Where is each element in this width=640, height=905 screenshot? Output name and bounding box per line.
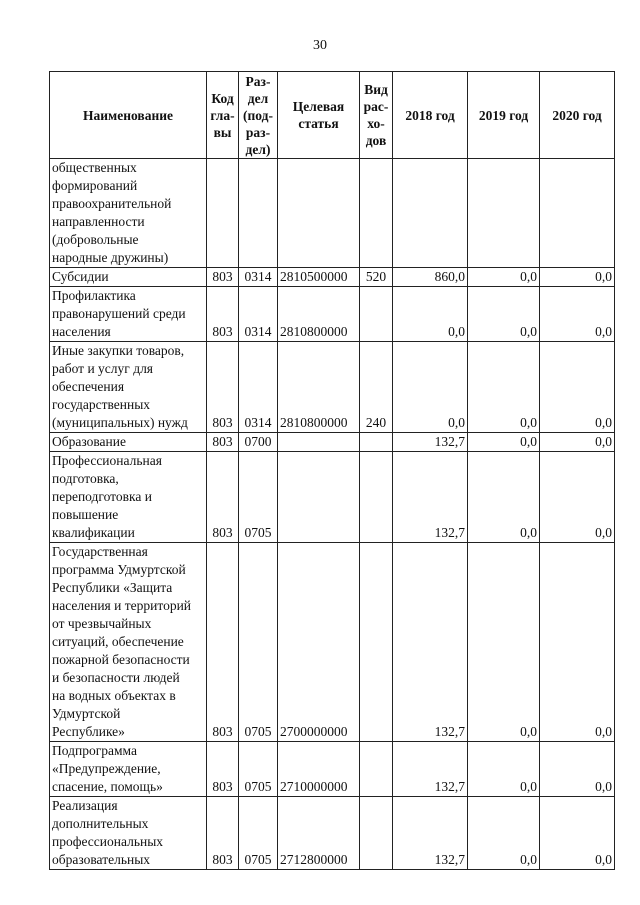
- row-2020: [540, 159, 615, 268]
- row-target: [278, 452, 360, 543]
- header-2020: 2020 год: [540, 72, 615, 159]
- row-2018: 132,7: [393, 742, 468, 797]
- row-name: Субсидии: [50, 268, 207, 287]
- row-target: [278, 433, 360, 452]
- row-2018: 132,7: [393, 433, 468, 452]
- row-vid: [360, 159, 393, 268]
- row-code: 803: [207, 797, 239, 870]
- row-2019: 0,0: [468, 342, 540, 433]
- row-section: 0314: [239, 287, 278, 342]
- header-vid: Вид рас- хо- дов: [360, 72, 393, 159]
- row-section: 0705: [239, 742, 278, 797]
- row-code: 803: [207, 287, 239, 342]
- row-vid: 240: [360, 342, 393, 433]
- row-2020: 0,0: [540, 742, 615, 797]
- row-section: 0705: [239, 797, 278, 870]
- row-2018: 132,7: [393, 452, 468, 543]
- row-2019: 0,0: [468, 543, 540, 742]
- table-row: [50, 742, 615, 797]
- row-vid: [360, 433, 393, 452]
- row-vid: [360, 543, 393, 742]
- row-2018: [393, 159, 468, 268]
- row-section: 0700: [239, 433, 278, 452]
- table-body: [50, 159, 615, 870]
- table-row: [50, 797, 615, 870]
- table-row: [50, 342, 615, 433]
- row-target: 2710000000: [278, 742, 360, 797]
- row-name: Профессиональная подготовка, переподготовка и повышение квалификации: [50, 452, 207, 543]
- row-2020: 0,0: [540, 342, 615, 433]
- row-section: [239, 159, 278, 268]
- row-2019: [468, 159, 540, 268]
- row-2020: 0,0: [540, 797, 615, 870]
- row-target: [278, 159, 360, 268]
- row-2019: 0,0: [468, 742, 540, 797]
- row-2018: 860,0: [393, 268, 468, 287]
- row-vid: [360, 287, 393, 342]
- row-2019: 0,0: [468, 433, 540, 452]
- row-target: 2700000000: [278, 543, 360, 742]
- row-code: 803: [207, 452, 239, 543]
- row-target: 2712800000: [278, 797, 360, 870]
- table-row: [50, 433, 615, 452]
- header-section: Раз- дел (под- раз- дел): [239, 72, 278, 159]
- header-name: Наименование: [50, 72, 207, 159]
- row-vid: [360, 742, 393, 797]
- row-section: 0314: [239, 268, 278, 287]
- row-target: 2810500000: [278, 268, 360, 287]
- row-vid: 520: [360, 268, 393, 287]
- row-name: Реализация дополнительных профессиональных образовательных: [50, 797, 207, 870]
- row-name: Образование: [50, 433, 207, 452]
- row-name: Профилактика правонарушений среди населения: [50, 287, 207, 342]
- header-row: [50, 72, 615, 159]
- row-2019: 0,0: [468, 287, 540, 342]
- page-number: 30: [313, 38, 327, 53]
- row-code: [207, 159, 239, 268]
- row-2018: 0,0: [393, 342, 468, 433]
- table-row: [50, 452, 615, 543]
- row-2019: 0,0: [468, 268, 540, 287]
- row-section: 0705: [239, 543, 278, 742]
- row-code: 803: [207, 742, 239, 797]
- row-name: общественных формирований правоохранительной направленности (добровольные народные дружины): [50, 159, 207, 268]
- table-row: [50, 159, 615, 268]
- budget-table: [49, 71, 615, 870]
- table-row: [50, 268, 615, 287]
- row-2020: 0,0: [540, 452, 615, 543]
- row-code: 803: [207, 268, 239, 287]
- row-target: 2810800000: [278, 342, 360, 433]
- row-name: Подпрограмма «Предупреждение, спасение, помощь»: [50, 742, 207, 797]
- row-section: 0705: [239, 452, 278, 543]
- row-vid: [360, 797, 393, 870]
- row-name: Государственная программа Удмуртской Республики «Защита населения и территорий от чрезвычайных ситуаций, обеспечение пожарной безопасности и безопасности людей на водных объектах в Удмуртской Республике»: [50, 543, 207, 742]
- row-2018: 0,0: [393, 287, 468, 342]
- row-2020: 0,0: [540, 543, 615, 742]
- row-name: Иные закупки товаров, работ и услуг для обеспечения государственных (муниципальных) нужд: [50, 342, 207, 433]
- row-code: 803: [207, 342, 239, 433]
- table-row: [50, 543, 615, 742]
- row-code: 803: [207, 433, 239, 452]
- row-2018: 132,7: [393, 797, 468, 870]
- row-code: 803: [207, 543, 239, 742]
- row-2020: 0,0: [540, 433, 615, 452]
- row-target: 2810800000: [278, 287, 360, 342]
- row-2020: 0,0: [540, 268, 615, 287]
- header-2019: 2019 год: [468, 72, 540, 159]
- row-section: 0314: [239, 342, 278, 433]
- header-2018: 2018 год: [393, 72, 468, 159]
- row-2019: 0,0: [468, 797, 540, 870]
- row-2020: 0,0: [540, 287, 615, 342]
- table-row: [50, 287, 615, 342]
- row-2018: 132,7: [393, 543, 468, 742]
- row-vid: [360, 452, 393, 543]
- header-code: Код гла- вы: [207, 72, 239, 159]
- header-target: Целевая статья: [278, 72, 360, 159]
- row-2019: 0,0: [468, 452, 540, 543]
